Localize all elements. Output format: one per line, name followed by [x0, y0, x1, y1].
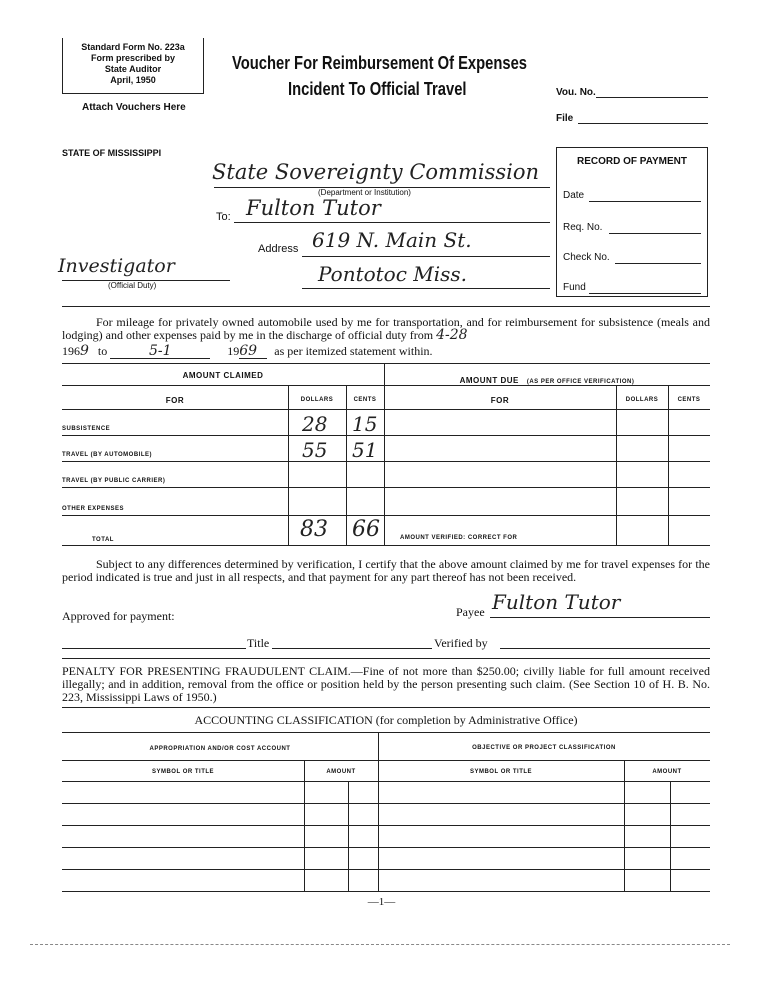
due-col-cents — [668, 385, 669, 545]
amount-col-cents — [346, 385, 347, 545]
amount-claimed-header: AMOUNT CLAIMED — [182, 371, 264, 380]
intro-from-value: 4-28 — [436, 327, 468, 343]
amount-table-row3-line — [62, 487, 710, 488]
address-line1 — [302, 256, 550, 257]
penalty-heading: PENALTY FOR PRESENTING FRAUDULENT CLAIM. — [62, 664, 351, 678]
title-line — [272, 648, 432, 649]
accounting-right-symbol: SYMBOL OR TITLE — [469, 769, 533, 775]
page-bottom-dotted — [30, 944, 730, 945]
intro-line2 — [62, 345, 433, 359]
accounting-header-line — [62, 760, 710, 761]
accounting-mid-divider — [378, 733, 379, 891]
vou-no-label: Vou. No. — [556, 87, 596, 98]
row-total-label: TOTAL — [92, 537, 114, 543]
row-other-label: OTHER EXPENSES — [62, 506, 125, 512]
row-subsistence-label: SUBSISTENCE — [62, 426, 111, 432]
due-col-dollars-label: DOLLARS — [625, 397, 659, 403]
vou-no-line — [596, 97, 708, 98]
page-number: —1— — [367, 896, 396, 908]
duty-label: (Official Duty) — [108, 281, 157, 290]
record-req-line — [609, 233, 701, 234]
amount-table — [62, 363, 710, 547]
accounting-bottom-line — [62, 891, 710, 892]
due-col-dollars — [616, 385, 617, 545]
record-of-payment-box — [556, 147, 708, 297]
amount-table-row2-line — [62, 461, 710, 462]
accounting-title: ACCOUNTING CLASSIFICATION (for completion by Administrative Office) — [194, 713, 578, 727]
claimed-col-dollars: DOLLARS — [300, 397, 334, 403]
accounting-left-amount: AMOUNT — [326, 769, 356, 775]
row-travel-public-label: TRAVEL (BY PUBLIC CARRIER) — [62, 478, 166, 484]
payee-line — [490, 617, 710, 618]
duty-value: Investigator — [58, 255, 175, 277]
approved-label: Approved for payment: — [62, 609, 175, 623]
penalty-paragraph — [62, 665, 710, 704]
intro-to-value: 5-1 — [110, 345, 210, 359]
form-prescribed: Form prescribed by — [90, 53, 176, 63]
amount-due-header: AMOUNT DUE — [459, 376, 519, 385]
header-separator — [62, 306, 710, 307]
accounting-row-line-4 — [62, 847, 710, 848]
approved-signature-line — [62, 648, 246, 649]
row-subsistence-dollars: 28 — [302, 412, 328, 436]
file-line — [578, 123, 708, 124]
to-line — [234, 222, 550, 223]
record-check-label: Check No. — [563, 252, 610, 263]
payee-signature: Fulton Tutor — [492, 590, 621, 614]
title-label: Title — [247, 636, 270, 650]
accounting-row-line-2 — [62, 803, 710, 804]
row-subsistence-cents: 15 — [352, 412, 378, 436]
accounting-right-amount-sub — [670, 781, 671, 891]
address-line1-value: 619 N. Main St. — [312, 228, 472, 252]
to-label: To: — [216, 211, 231, 223]
form-number: Standard Form No. 223a — [81, 42, 185, 52]
payee-label: Payee — [456, 605, 485, 619]
record-check-line — [615, 263, 701, 264]
record-fund-line — [589, 293, 701, 294]
accounting-right-header: OBJECTIVE OR PROJECT CLASSIFICATION — [472, 745, 616, 751]
record-req-label: Req. No. — [563, 222, 603, 233]
intro-text: For mileage for privately owned automobile used by me for transportation, and for reimbursement for subsistence (meals and lodging) and other expenses paid by me in the discharge of official duty from — [62, 315, 710, 342]
due-col-cents-label: CENTS — [677, 397, 701, 403]
row-travel-auto-cents: 51 — [352, 438, 378, 462]
intro-year1-value: 9 — [80, 343, 89, 359]
amount-due-header-wrap — [384, 370, 710, 388]
claimed-col-cents: CENTS — [353, 397, 377, 403]
certify-paragraph: Subject to any differences determined by verification, I certify that the above amount claimed by me for travel expenses for the period indicated is true and just in all respects, and that payment for any part thereof has not been received. — [62, 557, 710, 584]
accounting-left-symbol: SYMBOL OR TITLE — [151, 769, 215, 775]
amount-table-top — [62, 363, 710, 364]
attach-vouchers-label: Attach Vouchers Here — [82, 102, 186, 113]
accounting-row-line-5 — [62, 869, 710, 870]
accounting-right-amount: AMOUNT — [652, 769, 682, 775]
amount-table-header-line — [62, 409, 710, 410]
penalty-text: —Fine of not more than $250.00; civilly liable for full amount received illegally; and in addition, removal from the office or position held by the person presenting such claim. (See Section 10 of H. B. No. 223, Mississippi Laws of 1950.) — [62, 664, 710, 704]
intro-year2-value: 69 — [239, 345, 267, 359]
accounting-row-line-1 — [62, 781, 710, 782]
intro-to-label: to — [97, 344, 108, 358]
intro-year2-prefix: 19 — [227, 344, 240, 358]
amount-col-dollars — [288, 385, 289, 545]
address-line2-value: Pontotoc Miss. — [318, 262, 468, 286]
accounting-left-amount-sub — [348, 781, 349, 891]
claimed-col-for: FOR — [165, 396, 185, 405]
due-col-for: FOR — [490, 396, 510, 405]
amount-table-row1-line — [62, 435, 710, 436]
department-value: State Sovereignty Commission — [212, 160, 540, 184]
amount-table-row4-line — [62, 515, 710, 516]
record-date-label: Date — [563, 190, 585, 201]
row-travel-auto-dollars: 55 — [302, 438, 328, 462]
form-auditor: State Auditor — [104, 64, 162, 74]
to-value: Fulton Tutor — [246, 196, 381, 220]
address-label: Address — [258, 243, 299, 255]
verified-line — [500, 648, 710, 649]
row-travel-auto-label: TRAVEL (BY AUTOMOBILE) — [62, 452, 153, 458]
accounting-row-line-3 — [62, 825, 710, 826]
row-total-dollars: 83 — [300, 517, 328, 542]
form-info-box — [62, 38, 204, 94]
address-line2 — [302, 288, 550, 289]
record-fund-label: Fund — [563, 282, 586, 293]
amount-verified-note: AMOUNT VERIFIED: CORRECT FOR — [400, 535, 518, 541]
form-title-line2: Incident To Official Travel — [288, 79, 467, 99]
row-total-cents: 66 — [352, 517, 380, 542]
accounting-left-header: APPROPRIATION AND/OR COST ACCOUNT — [149, 746, 291, 752]
intro-year1-prefix: 196 — [62, 344, 80, 358]
record-date-line — [589, 201, 701, 202]
amount-table-bottom — [62, 545, 710, 546]
form-date: April, 1950 — [110, 75, 156, 85]
form-title-line1: Voucher For Reimbursement Of Expenses — [232, 53, 528, 73]
intro-paragraph — [62, 316, 710, 342]
accounting-table — [62, 733, 710, 893]
accounting-top-line — [62, 707, 710, 708]
state-label: STATE OF MISSISSIPPI — [62, 148, 162, 158]
department-label: (Department or Institution) — [318, 188, 411, 197]
amount-col-divider — [384, 363, 385, 545]
verified-label: Verified by — [434, 636, 488, 650]
intro-suffix: as per itemized statement within. — [274, 344, 433, 358]
record-title: RECORD OF PAYMENT — [576, 156, 687, 167]
file-label: File — [556, 113, 574, 124]
amount-due-note: (AS PER OFFICE VERIFICATION) — [526, 379, 635, 385]
penalty-top-line — [62, 658, 710, 659]
